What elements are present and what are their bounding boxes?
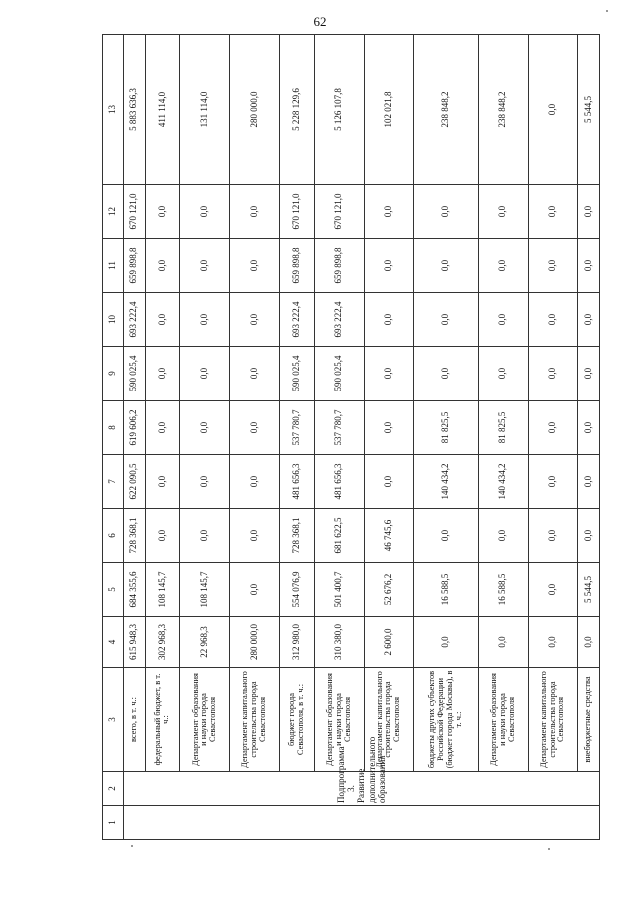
- table-cell: 0,0: [528, 239, 578, 293]
- table-cell: 0,0: [145, 293, 180, 347]
- table-cell: 590 025,4: [279, 347, 314, 401]
- table-cell: 693 222,4: [314, 293, 364, 347]
- total-cell: 0,0: [528, 35, 578, 185]
- table-cell: 0,0: [230, 239, 280, 293]
- table-cell: 0,0: [414, 509, 479, 563]
- table-cell: 0,0: [414, 347, 479, 401]
- table-cell: 0,0: [578, 347, 600, 401]
- table-cell: 0,0: [180, 347, 230, 401]
- page-number: 62: [313, 14, 327, 29]
- table-row: [279, 35, 314, 840]
- table-cell: 0,0: [478, 239, 528, 293]
- table-cell: 0,0: [145, 239, 180, 293]
- table-cell: 0,0: [414, 617, 479, 668]
- total-cell: 5 883 636,3: [124, 35, 146, 185]
- column-number: 9: [103, 347, 124, 401]
- table-cell: 537 780,7: [314, 401, 364, 455]
- table-cell: 0,0: [230, 563, 280, 617]
- budget-table: [102, 34, 600, 840]
- table-cell: 659 898,8: [314, 239, 364, 293]
- table-cell: 0,0: [578, 239, 600, 293]
- total-cell: 5 228 129,6: [279, 35, 314, 185]
- table-cell: 590 025,4: [124, 347, 146, 401]
- table-cell: 16 588,5: [414, 563, 479, 617]
- total-cell: 411 114,0: [145, 35, 180, 185]
- table-cell: 728 368,1: [124, 509, 146, 563]
- table-cell: 0,0: [578, 455, 600, 509]
- table-cell: 693 222,4: [124, 293, 146, 347]
- table-cell: 0,0: [578, 293, 600, 347]
- row-description: всего, в т. ч.:: [124, 668, 146, 772]
- table-cell: 0,0: [528, 509, 578, 563]
- column-number: 6: [103, 509, 124, 563]
- row-description: Департамент образования и науки города Севастополя: [180, 668, 230, 772]
- table-cell: 0,0: [364, 347, 414, 401]
- total-cell: 280 000,0: [230, 35, 280, 185]
- column-number: 2: [103, 772, 124, 806]
- table-cell: 0,0: [578, 617, 600, 668]
- table-cell: 684 355,6: [124, 563, 146, 617]
- row-description: Департамент образования и науки города Севастополя: [478, 668, 528, 772]
- scan-speck: [606, 10, 608, 12]
- table-cell: 554 076,9: [279, 563, 314, 617]
- table-cell: 0,0: [180, 455, 230, 509]
- table-row: [528, 35, 578, 840]
- table-cell: 481 656,3: [279, 455, 314, 509]
- total-cell: 131 114,0: [180, 35, 230, 185]
- table-cell: 0,0: [145, 185, 180, 239]
- table-container: [102, 35, 600, 840]
- table-row: [364, 35, 414, 840]
- row-description: внебюджетные средства: [578, 668, 600, 772]
- table-cell: 0,0: [414, 239, 479, 293]
- table-cell: 16 588,5: [478, 563, 528, 617]
- total-cell: 102 021,8: [364, 35, 414, 185]
- column-number: 8: [103, 401, 124, 455]
- table-cell: 622 090,5: [124, 455, 146, 509]
- table-cell: 0,0: [528, 401, 578, 455]
- table-cell: 0,0: [230, 185, 280, 239]
- row-description: Департамент образования и науки города Севастополя: [314, 668, 364, 772]
- total-cell: 5 544,5: [578, 35, 600, 185]
- row-description: Департамент капитального строительства города Севастополя: [528, 668, 578, 772]
- table-cell: 590 025,4: [314, 347, 364, 401]
- table-cell: 0,0: [180, 293, 230, 347]
- table-cell: 0,0: [528, 347, 578, 401]
- table-cell: 0,0: [145, 509, 180, 563]
- table-cell: 310 380,0: [314, 617, 364, 668]
- table-cell: 0,0: [528, 563, 578, 617]
- column-number: 7: [103, 455, 124, 509]
- table-row: [145, 35, 180, 840]
- column-number: 13: [103, 35, 124, 185]
- column-number: 3: [103, 668, 124, 772]
- table-cell: 728 368,1: [279, 509, 314, 563]
- table-cell: 0,0: [578, 509, 600, 563]
- table-cell: 0,0: [364, 401, 414, 455]
- row-description: бюджет города Севастополя, в т. ч.:: [279, 668, 314, 772]
- table-cell: 108 145,7: [145, 563, 180, 617]
- table-cell: 312 980,0: [279, 617, 314, 668]
- subprogram-title-cell: Подпрограмма 3. Развитие дополнительного образования: [124, 772, 600, 806]
- table-cell: 140 434,2: [414, 455, 479, 509]
- table-cell: 0,0: [478, 617, 528, 668]
- table-cell: 0,0: [414, 185, 479, 239]
- table-cell: 302 968,3: [145, 617, 180, 668]
- table-row: [180, 35, 230, 840]
- table-cell: 0,0: [578, 401, 600, 455]
- table-cell: 659 898,8: [279, 239, 314, 293]
- table-cell: 0,0: [578, 185, 600, 239]
- table-cell: 0,0: [145, 347, 180, 401]
- table-cell: 0,0: [230, 293, 280, 347]
- table-cell: 0,0: [364, 455, 414, 509]
- column-1-cell: [124, 806, 600, 840]
- column-number-row: [103, 35, 124, 840]
- table-cell: 670 121,0: [124, 185, 146, 239]
- column-number: 10: [103, 293, 124, 347]
- table-cell: 2 600,0: [364, 617, 414, 668]
- total-cell: 5 126 107,8: [314, 35, 364, 185]
- rotated-table-frame: [102, 35, 600, 840]
- scan-speck: [131, 845, 133, 847]
- table-cell: 0,0: [478, 185, 528, 239]
- table-cell: 0,0: [145, 455, 180, 509]
- table-cell: 0,0: [364, 239, 414, 293]
- table-cell: 0,0: [230, 509, 280, 563]
- table-cell: 0,0: [180, 401, 230, 455]
- table-cell: 81 825,5: [414, 401, 479, 455]
- table-cell: 0,0: [528, 617, 578, 668]
- table-cell: 0,0: [528, 455, 578, 509]
- table-row: [314, 35, 364, 840]
- column-number: 5: [103, 563, 124, 617]
- table-cell: 0,0: [230, 401, 280, 455]
- table-cell: 659 898,8: [124, 239, 146, 293]
- table-row: [478, 35, 528, 840]
- table-cell: 0,0: [230, 347, 280, 401]
- table-cell: 0,0: [478, 509, 528, 563]
- row-description: бюджеты других субъектов Российской Федерации (бюджет города Москвы), в т. ч.:: [414, 668, 479, 772]
- table-cell: 0,0: [528, 185, 578, 239]
- column-number: 12: [103, 185, 124, 239]
- row-description: Департамент капитального строительства города Севастополя: [364, 668, 414, 772]
- table-cell: 52 676,2: [364, 563, 414, 617]
- column-number: 1: [103, 806, 124, 840]
- table-cell: 108 145,7: [180, 563, 230, 617]
- table-cell: 81 825,5: [478, 401, 528, 455]
- table-cell: 0,0: [180, 509, 230, 563]
- table-cell: 0,0: [478, 347, 528, 401]
- table-cell: 0,0: [364, 185, 414, 239]
- table-cell: 0,0: [180, 185, 230, 239]
- table-row: [414, 35, 479, 840]
- table-cell: 681 622,5: [314, 509, 364, 563]
- table-cell: 280 000,0: [230, 617, 280, 668]
- table-cell: 140 434,2: [478, 455, 528, 509]
- table-cell: 537 780,7: [279, 401, 314, 455]
- table-row: [578, 35, 600, 840]
- total-cell: 238 848,2: [478, 35, 528, 185]
- scan-speck: [548, 848, 550, 850]
- table-cell: 615 948,3: [124, 617, 146, 668]
- table-cell: 670 121,0: [279, 185, 314, 239]
- row-description: федеральный бюджет, в т. ч.:: [145, 668, 180, 772]
- table-cell: 0,0: [528, 293, 578, 347]
- table-row: [230, 35, 280, 840]
- table-row: [124, 35, 146, 840]
- total-cell: 238 848,2: [414, 35, 479, 185]
- column-number: 4: [103, 617, 124, 668]
- row-description: Департамент капитального строительства города Севастополя: [230, 668, 280, 772]
- column-number: 11: [103, 239, 124, 293]
- table-cell: 0,0: [230, 455, 280, 509]
- table-cell: 0,0: [478, 293, 528, 347]
- table-cell: 619 606,2: [124, 401, 146, 455]
- table-cell: 670 121,0: [314, 185, 364, 239]
- table-cell: 22 968,3: [180, 617, 230, 668]
- table-cell: 481 656,3: [314, 455, 364, 509]
- table-cell: 0,0: [414, 293, 479, 347]
- table-cell: 5 544,5: [578, 563, 600, 617]
- table-cell: 0,0: [180, 239, 230, 293]
- table-cell: 501 400,7: [314, 563, 364, 617]
- table-cell: 0,0: [364, 293, 414, 347]
- table-cell: 693 222,4: [279, 293, 314, 347]
- table-cell: 46 745,6: [364, 509, 414, 563]
- table-cell: 0,0: [145, 401, 180, 455]
